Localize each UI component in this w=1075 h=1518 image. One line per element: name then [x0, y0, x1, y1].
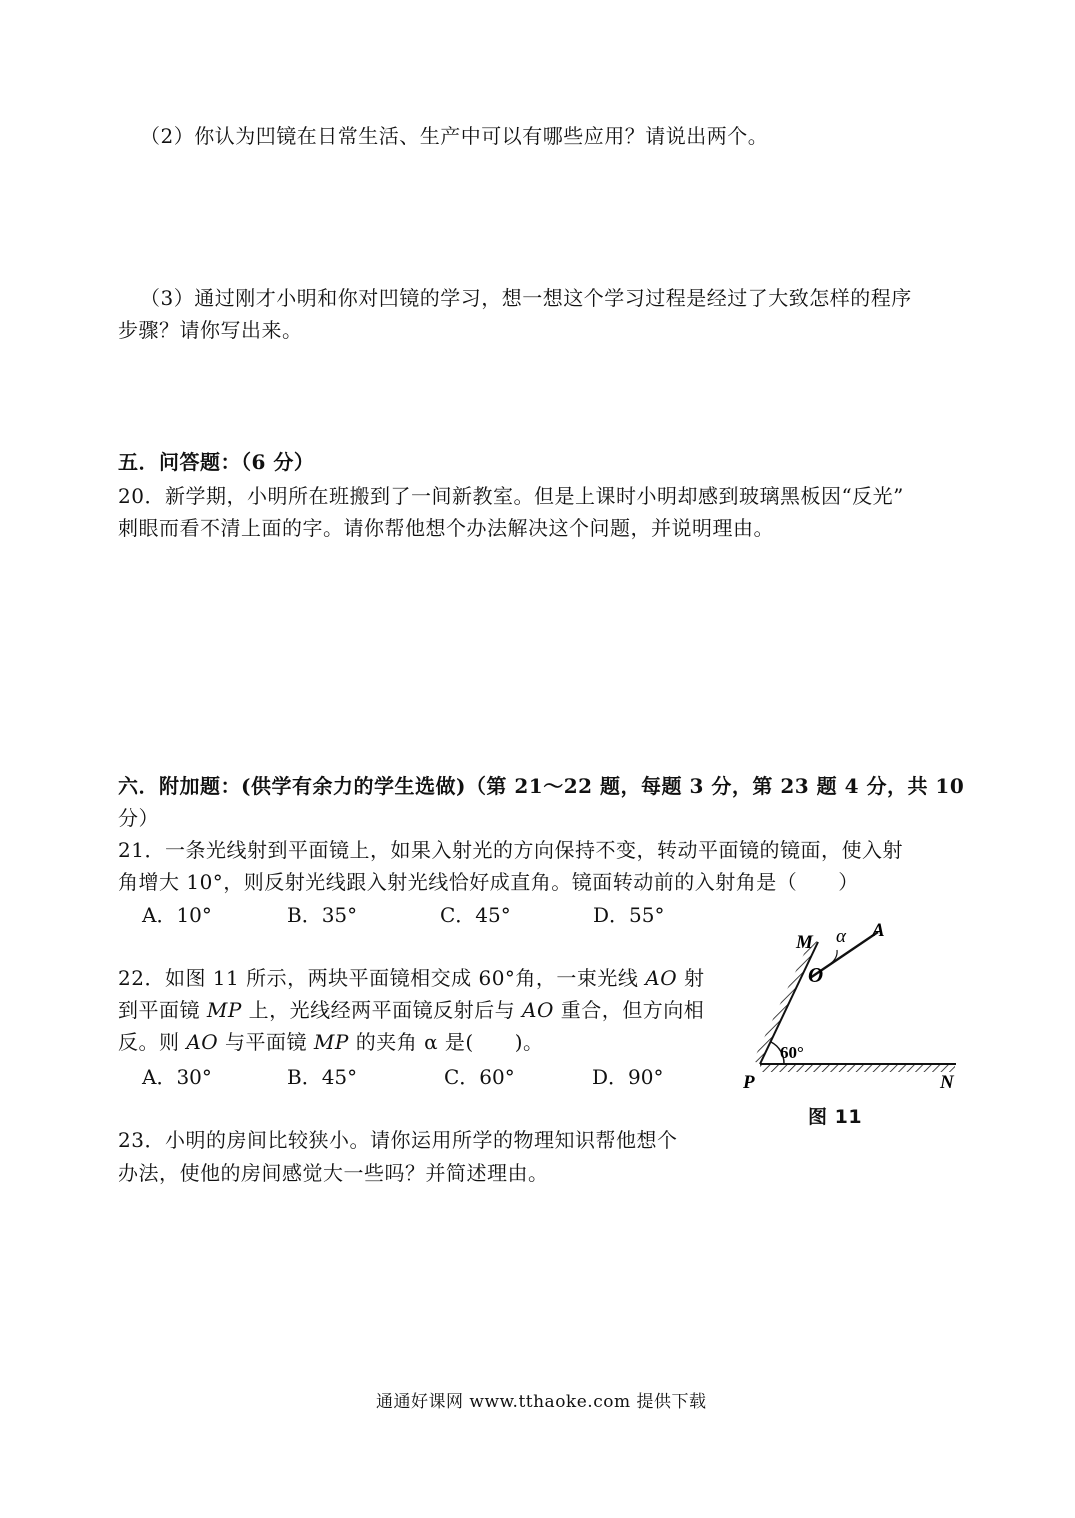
q23-line2: 办法，使他的房间感觉大一些吗？并简述理由。: [118, 1161, 549, 1185]
label-o: O: [808, 963, 824, 987]
label-m: M: [796, 932, 813, 953]
section6-heading-text: 六．附加题：(供学有余力的学生选做)（第 21～22 题，每题 3 分，第 23 题 4 分，共 10: [118, 774, 965, 798]
label-alpha: α: [836, 926, 846, 947]
mirror-pn-hatch: [760, 1064, 955, 1072]
section6-heading-line2: 分）: [118, 806, 159, 830]
label-60: 60°: [780, 1043, 804, 1062]
q22-line2-a: 到平面镜: [118, 998, 207, 1022]
figure-11-caption: 图 11: [808, 1106, 863, 1128]
label-a: A: [872, 920, 885, 941]
q21-line1: 21．一条光线射到平面镜上，如果入射光的方向保持不变，转动平面镜的镜面，使入射: [118, 838, 903, 862]
q21-option-a: A．10°: [142, 903, 212, 927]
q22-line3-b: 与平面镜: [218, 1030, 314, 1054]
q19-part3-line1: （3）通过刚才小明和你对凹镜的学习，想一想这个学习过程是经过了大致怎样的程序: [140, 286, 912, 310]
q22-line2-var2: AO: [522, 998, 554, 1022]
q22-option-d: D．90°: [592, 1065, 664, 1089]
q22-line3-var2: MP: [313, 1030, 349, 1054]
q21-option-c: C．45°: [440, 903, 511, 927]
q22-line1: [118, 968, 704, 988]
q22-line3-a: 反。则: [118, 1030, 187, 1054]
q19-part2: （2）你认为凹镜在日常生活、生产中可以有哪些应用？请说出两个。: [140, 124, 769, 148]
q22-option-a: A．30°: [142, 1065, 212, 1089]
footer: 通通好课网 www.tthaoke.com 提供下载: [376, 1392, 707, 1412]
section5-heading: 五．问答题：（6 分）: [118, 450, 315, 474]
q22-line2: [118, 1000, 704, 1020]
q22-option-b: B．45°: [287, 1065, 358, 1089]
label-n: N: [940, 1072, 954, 1093]
q22-line2-b: 上，光线经两平面镜反射后与: [241, 998, 523, 1022]
q21-option-d: D．55°: [593, 903, 665, 927]
q22-line1-var: AO: [645, 966, 678, 990]
q22-line3-c: 的夹角 α 是( )。: [348, 1030, 544, 1054]
q22-option-c: C．60°: [444, 1065, 515, 1089]
q22-line1-b: 射: [677, 966, 705, 990]
q22-line2-var1: MP: [206, 998, 242, 1022]
q22-line3-var1: AO: [186, 1030, 219, 1054]
q20-line2: 刺眼而看不清上面的字。请你帮他想个办法解决这个问题，并说明理由。: [118, 516, 774, 540]
figure-11-diagram: [738, 918, 968, 1128]
q23-line1: 23．小明的房间比较狭小。请你运用所学的物理知识帮他想个: [118, 1128, 678, 1152]
q22-line1-a: 22．如图 11 所示，两块平面镜相交成 60°角，一束光线: [118, 966, 646, 990]
section6-heading-line1: [118, 776, 964, 796]
label-p: P: [743, 1072, 755, 1093]
q21-line2: 角增大 10°，则反射光线跟入射光线恰好成直角。镜面转动前的入射角是（ ）: [118, 870, 859, 894]
q22-line2-c: 重合，但方向相: [553, 998, 705, 1022]
q20-line1: 20．新学期，小明所在班搬到了一间新教室。但是上课时小明却感到玻璃黑板因“反光”: [118, 484, 904, 508]
q21-option-b: B．35°: [287, 903, 358, 927]
q19-part3-line2: 步骤？请你写出来。: [118, 318, 303, 342]
q22-line3: [118, 1032, 544, 1052]
